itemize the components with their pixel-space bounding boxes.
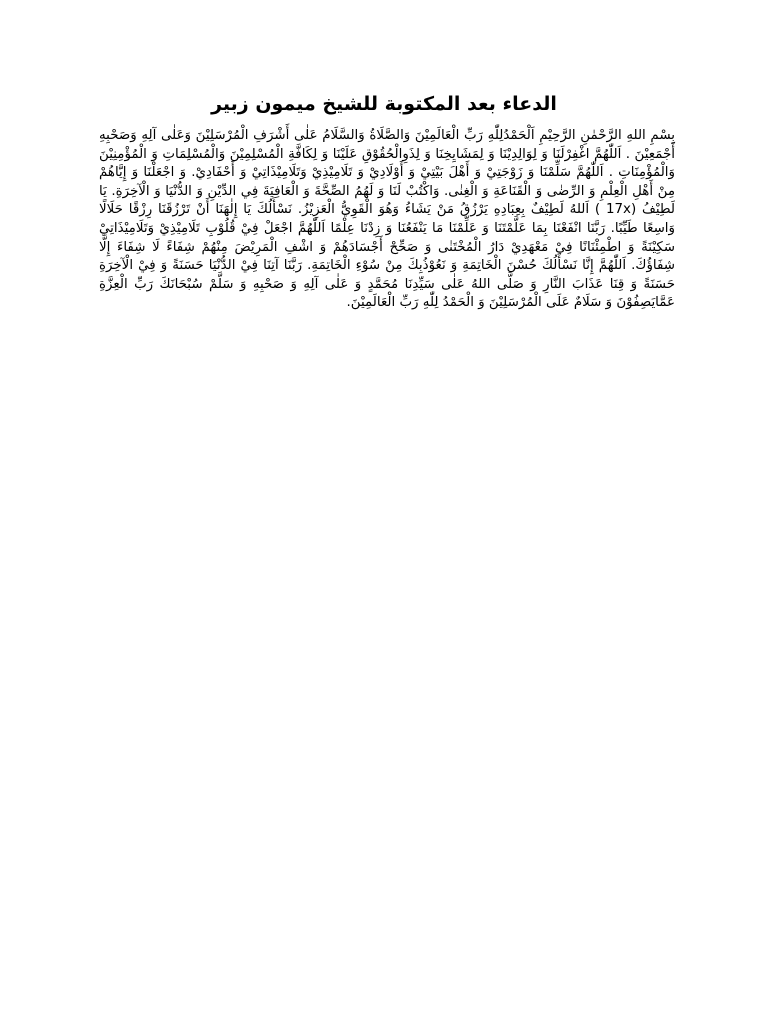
document-title: الدعاء بعد المكتوبة للشيخ ميمون زبير [211,93,557,115]
prayer-text: بِسْمِ اللهِ الرَّحْمٰنِ الرَّحِيْمِ اَلْحَمْدُلِلّٰهِ رَبِّ الْعَالَمِيْنَ وَالصَّلَاةُ وَالسَّلَامُ عَلٰى أَشْرَفِ الْمُرْسَلِيْنَ وَعَلٰى آلِهِ وَصَحْبِهِ أَجْمَعِيْنَ . اَللّٰهُمَّ اغْفِرْلَنَا وَ لِوَالِدِيْنَا وَ لِمَشَايِخِنَا وَ لِذَوِالْحُقُوْقِ عَلَيْنَا وَ لِكَافَّةِ الْمُسْلِمِيْنَ وَالْمُسْلِمَاتِ وَ الْمُؤْمِنِيْنَ وَالْمُؤْمِنَاتِ . اَللّٰهُمَّ سَلِّمْنَا وَ زَوْجَتِيْ وَ أَهْلَ بَيْتِيْ وَ أَوْلَادِيْ وَ تَلَامِيْذِيْ وَتَلَامِيْذَاتِيْ وَ أَحْفَادِيْ. وَ اجْعَلْنَا وَ إِيَّاهُمْ مِنْ أَهْلِ الْعِلْمِ وَ الرِّضٰى وَ الْقَنَاعَةِ وَ الْغِنٰى. وَاكْتُبْ لَنَا وَ لَهُمُ الصِّحَّةَ وَ الْعَافِيَةَ فِي الدِّيْنِ وَ الدُّنْيَا وَ الْآخِرَةِ. يَا لَطِيْفُ (17x ) اَللهُ لَطِيْفٌ بِعِبَادِهِ يَرْزُقُ مَنْ يَشَاءُ وَهُوَ الْقَوِيُّ الْعَزِيْزُ. نَسْأَلُكَ يَا إِلٰهَنَا أَنْ تَرْزُقَنَا رِزْقًا حَلَالًا وَاسِعًا طَيِّبًا. رَبَّنَا انْفَعْنَا بِمَا عَلَّمْتَنَا وَ عَلِّمْنَا مَا يَنْفَعُنَا وَ زِدْنَا عِلْمًا اَللّٰهُمَّ اجْعَلْ فِيْ قُلُوْبِ تَلَامِيْذِيْ وَتَلَامِيْذَاتِيْ سَكِيْنَةً وَ اطْمِئْنَانًا فِيْ مَعْهَدِيْ دَارُ الْمُخْتَنٰى وَ صَحِّحْ أَجْسَادَهُمْ وَ اشْفِ الْمَرِيْضَ مِنْهُمْ شِفَاءً لَا شِفَاءَ إِلَّا شِفَاؤُكَ. اَللّٰهُمَّ إِنَّا نَسْأَلُكَ حُسْنَ الْخَاتِمَةِ وَ نَعُوْذُبِكَ مِنْ سُوْءِ الْخَاتِمَةِ. رَبَّنَا آتِنَا فِيْ الدُّنْيَا حَسَنَةً وَ فِيْ الْآخِرَةِ حَسَنَةً وَ قِنَا عَذَابَ النَّارِ وَ صَلَّى اللهُ عَلٰى سَيِّدِنَا مُحَمَّدٍ وَ عَلٰى آلِهِ وَ صَحْبِهِ وَ سَلَّمْ سُبْحَانَكَ رَبِّ الْعِزَّةِ عَمَّايَصِفُوْنَ وَ سَلَامٌ عَلَى الْمُرْسَلِيْنَ وَ الْحَمْدُ لِلّٰهِ رَبِّ الْعَالَمِيْنَ. [99,128,675,311]
